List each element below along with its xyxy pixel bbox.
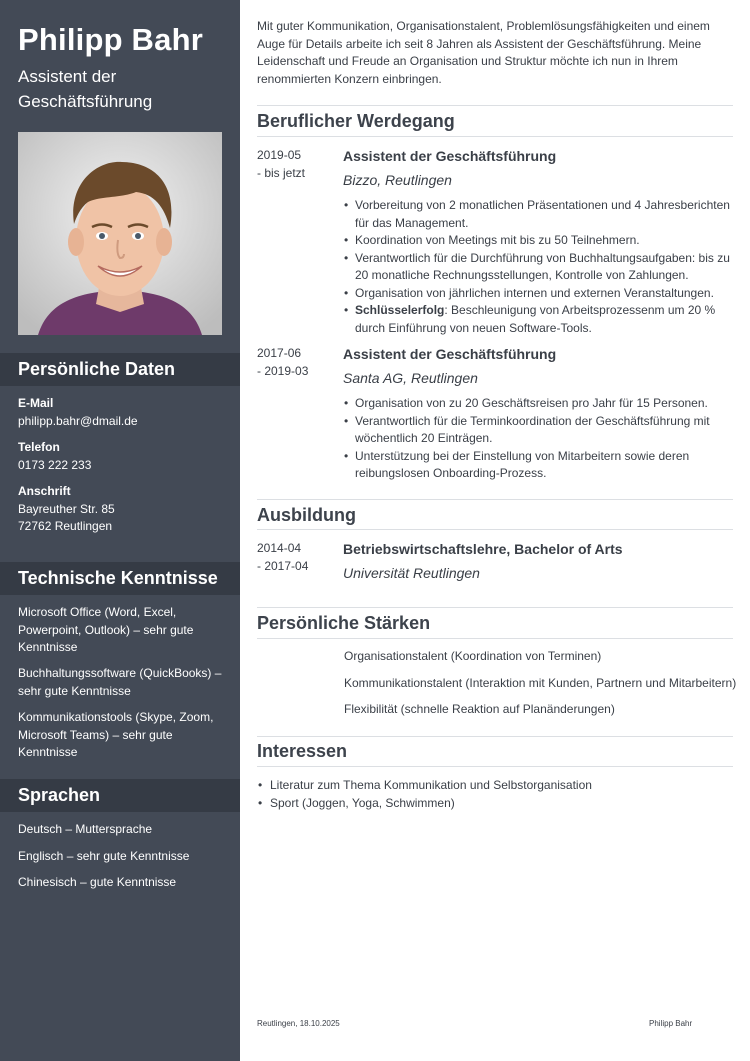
language-item: Deutsch – Muttersprache (18, 822, 153, 836)
divider (257, 607, 733, 608)
footer-signature-name: Philipp Bahr (649, 1019, 693, 1028)
skill-item: Buchhaltungssoftware (QuickBooks) – sehr gute Kenntnisse (18, 666, 222, 698)
job-title: Assistent der Geschäftsführung (343, 148, 557, 164)
job-bullet: • Verantwortlich für die Durchführung von Buchhaltungsaufgaben: bis zu 20 monatliche Rechnungsstellungen, Kontrolle von Zahlungen. (355, 250, 733, 285)
education-degree: Betriebswirtschaftslehre, Bachelor of Arts (343, 541, 623, 557)
candidate-job-title: Assistent der Geschäftsführung (18, 67, 153, 111)
divider (257, 638, 733, 639)
personal-data-heading: Persönliche Daten (0, 353, 240, 386)
job-date-start: 2019-05 (257, 148, 302, 162)
intro-text: Mit guter Kommunikation, Organisationstalent, Problemlösungsfähigkeiten und einem Auge für Details arbeite ich seit 8 Jahren als Assistent der Geschäftsführung. Meine Leidenschaft und Freude an Organisation und Struktur möchte ich nun in Ihrem renommierten Konzern einbringen. (257, 19, 710, 86)
candidate-name: Philipp Bahr (18, 22, 203, 57)
job-entry (343, 345, 733, 483)
divider (257, 136, 733, 137)
job-company: Bizzo, Reutlingen (343, 172, 452, 188)
phone-value[interactable]: 0173 222 233 (18, 457, 92, 472)
divider (257, 529, 733, 530)
experience-heading: Beruflicher Werdegang (257, 111, 455, 131)
address-line-1: Bayreuther Str. 85 (18, 501, 115, 516)
profile-photo (18, 132, 222, 335)
education-school: Universität Reutlingen (343, 565, 480, 581)
job-entry (343, 147, 733, 337)
job-date-end: - 2019-03 (257, 363, 309, 378)
divider (257, 499, 733, 500)
divider (257, 105, 733, 106)
key-achievement-label: Schlüsselerfolg (355, 303, 445, 317)
job-bullets (343, 395, 733, 483)
interest-item: • Sport (Joggen, Yoga, Schwimmen) (257, 795, 592, 813)
language-item: Englisch – sehr gute Kenntnisse (18, 849, 190, 863)
footer-place-date: Reutlingen, 18.10.2025 (257, 1019, 340, 1028)
job-bullet: • Unterstützung bei der Einstellung von Mitarbeitern sowie deren reibungslosen Onboarding-Prozess. (355, 448, 733, 483)
job-date (257, 345, 337, 380)
job-bullet-key-achievement (355, 302, 733, 337)
address-line-2: 72762 Reutlingen (18, 519, 113, 533)
email-label: E-Mail (18, 396, 54, 410)
job-bullets (343, 197, 733, 337)
address-label: Anschrift (18, 484, 71, 498)
divider (257, 736, 733, 737)
education-entry (343, 540, 733, 582)
job-bullet: • Vorbereitung von 2 monatlichen Präsentationen und 4 Jahresberichten für das Management. (355, 197, 733, 232)
education-date-start: 2014-04 (257, 541, 302, 555)
strengths-heading: Persönliche Stärken (257, 613, 431, 633)
divider (257, 766, 733, 767)
languages-heading: Sprachen (0, 779, 240, 812)
portrait-image (18, 132, 222, 335)
address-block (18, 483, 223, 536)
job-bullet: • Koordination von Meetings mit bis zu 50 Teilnehmern. (355, 232, 733, 250)
strength-item: Flexibilität (schnelle Reaktion auf Planänderungen) (344, 702, 615, 716)
job-company: Santa AG, Reutlingen (343, 370, 478, 386)
strength-item: Kommunikationstalent (Interaktion mit Kunden, Partnern und Mitarbeitern) (344, 676, 737, 690)
job-title: Assistent der Geschäftsführung (343, 346, 557, 362)
education-heading: Ausbildung (257, 505, 356, 525)
sidebar (0, 0, 240, 1061)
interest-item: • Literatur zum Thema Kommunikation und Selbstorganisation (257, 777, 592, 795)
interests-list (257, 777, 592, 812)
interests-heading: Interessen (257, 741, 348, 761)
email-block (18, 395, 223, 430)
skill-item: Microsoft Office (Word, Excel, Powerpoint, Outlook) – sehr gute Kenntnisse (18, 605, 194, 654)
skill-item: Kommunikationstools (Skype, Zoom, Microsoft Teams) – sehr gute Kenntnisse (18, 710, 214, 759)
education-date-end: - 2017-04 (257, 558, 309, 573)
phone-label: Telefon (18, 440, 60, 454)
strength-item: Organisationstalent (Koordination von Terminen) (344, 649, 602, 663)
job-date-start: 2017-06 (257, 346, 302, 360)
key-achievement-text: : Beschleunigung von Arbeitsprozessenm um 20 % durch Einführung von neuen Software-Tools. (355, 303, 716, 335)
email-value[interactable]: philipp.bahr@dmail.de (18, 413, 138, 428)
job-date-end: - bis jetzt (257, 165, 306, 180)
phone-block (18, 439, 223, 474)
job-bullet: • Organisation von zu 20 Geschäftsreisen pro Jahr für 15 Personen. (355, 395, 733, 413)
technical-skills-heading: Technische Kenntnisse (0, 562, 240, 595)
education-date (257, 540, 337, 575)
language-item: Chinesisch – gute Kenntnisse (18, 875, 177, 889)
job-bullet: • Verantwortlich für die Terminkoordination der Geschäftsführung mit wöchentlich 20 Einträgen. (355, 413, 733, 448)
job-date (257, 147, 337, 182)
job-bullet: • Organisation von jährlichen internen und externen Veranstaltungen. (355, 285, 733, 303)
